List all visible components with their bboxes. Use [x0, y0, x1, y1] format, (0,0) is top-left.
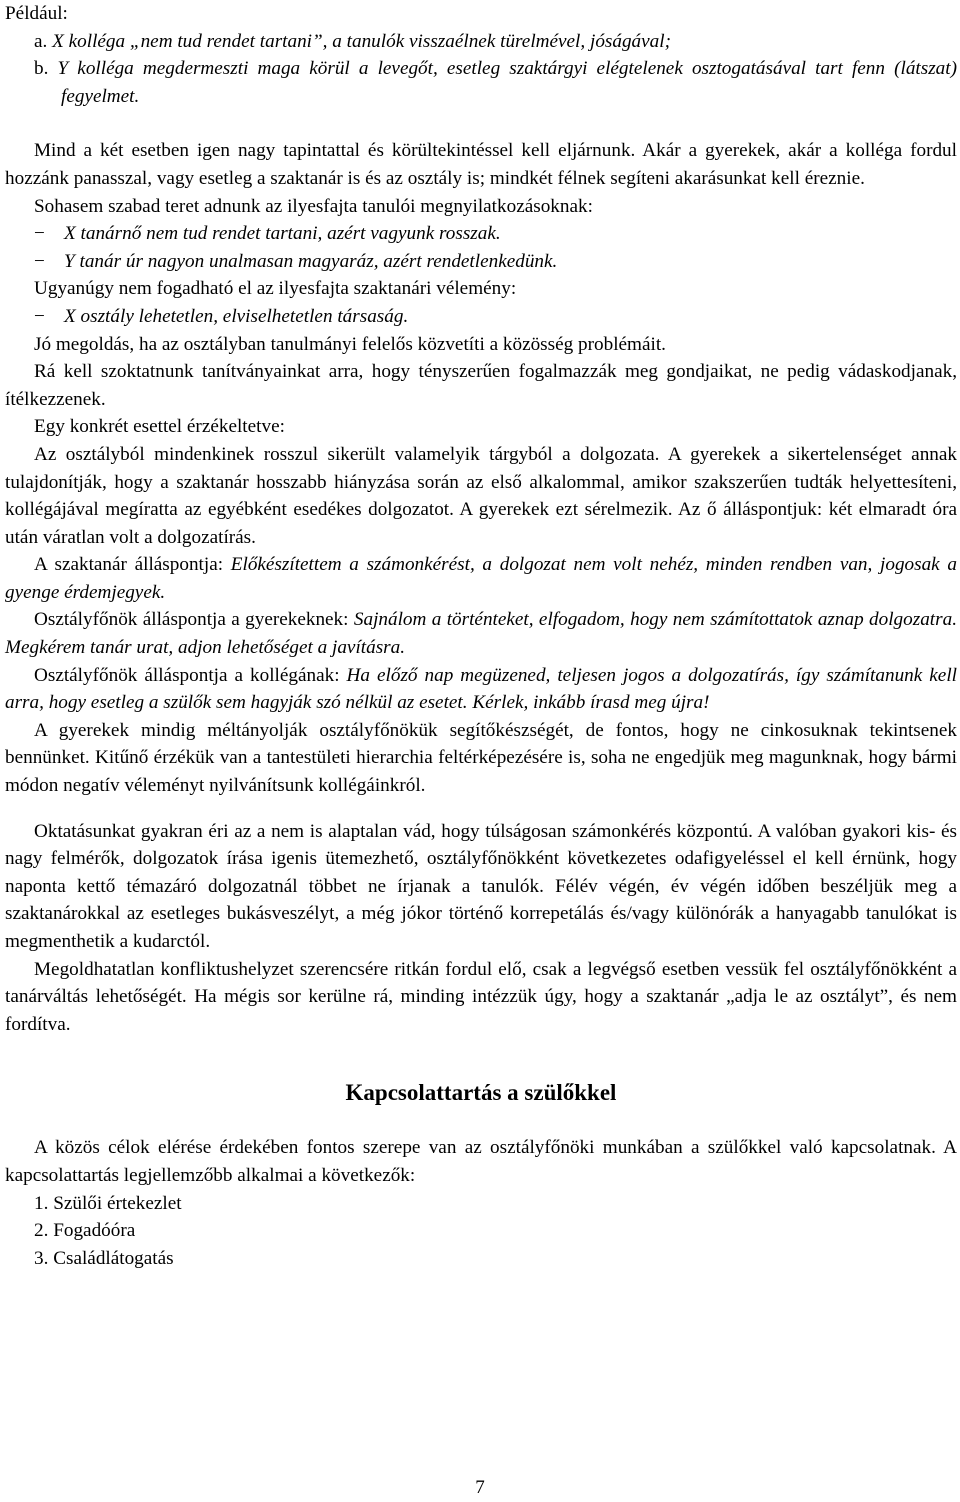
paragraph-12: Oktatásunkat gyakran éri az a nem is alaptalan vád, hogy túlságosan számonkérés központú. A valóban gyakori kis- és nagy felmérők, dolgozatok írása igenis ütemezhető, osztályfőnökként következetes odafigyeléssel el kell érnünk, hogy naponta kettő témazáró dolgozatnál többet ne írjanak a tanulók. Félév végén, év végén időben beszéljük meg a szaktanárokkal az esetleges bukásveszélyt, a még jókor történő korrepetálás és/vagy különórák a hanyagabb tanulókat is megmenthetik a kudarctól.	[5, 820, 957, 952]
intro-line: Például:	[5, 3, 68, 24]
example-b: b. Y kolléga megdermeszti maga körül a levegőt, esetleg szaktárgyi elégtelenek osztogatásával tart fenn (látszat) fegyelmet.	[34, 58, 957, 107]
paragraph-10: Osztályfőnök álláspontja a kollégának: Ha előző nap megüzened, teljesen jogos a dolgozatírás, így számítanunk kell arra, hogy esetleg a szülők sem hagyják szó nélkül az esetet. Kérlek, inkább írasd meg újra!	[5, 664, 957, 714]
section-heading: Kapcsolattartás a szülőkkel	[345, 1080, 617, 1106]
paragraph-8: A szaktanár álláspontja: Előkészítettem a számonkérést, a dolgozat nem volt nehéz, minden rendben van, jogosak a gyenge érdemjegyek.	[5, 554, 957, 603]
teacher-quote-1: − X osztály lehetetlen, elviselhetetlen társaság.	[34, 305, 409, 327]
paragraph-1: Mind a két esetben igen nagy tapintattal és körültekintéssel kell eljárnunk. Akár a gyerekek, akár a kolléga fordul hozzánk panasszal, vagy esetleg a szaktanár is és az osztály is; mindkét félnek segíteni akarásunkat kell éreznie.	[5, 140, 957, 189]
paragraph-5: Rá kell szoktatnunk tanítványainkat arra, hogy tényszerűen fogalmazzák meg gondjaikat, ne pedig vádaskodjanak, ítélkezzenek.	[5, 361, 957, 410]
page-content	[5, 0, 957, 1272]
student-quote-2: − Y tanár úr nagyon unalmasan magyaráz, azért rendetlenkedünk.	[34, 250, 558, 272]
paragraph-9: Osztályfőnök álláspontja a gyerekeknek: Sajnálom a történteket, elfogadom, hogy nem számítottatok aznap dolgozatra. Megkérem tanár urat, adjon lehetőséget a javításra.	[5, 609, 957, 659]
paragraph-7: Az osztályból mindenkinek rosszul sikerült valamelyik tárgyból a dolgozata. A gyerekek a sikertelenséget annak tulajdonítják, hogy a szaktanár hosszabb hiányzása során az első alkalommal, amikor szakszerűen tudták helyettesíteni, kollégájával megíratta az egyébként esedékes dolgozatot. A gyerekek ezt sérelmezik. Az ő álláspontjuk: két elmaradt óra után váratlan volt a dolgozatírás.	[5, 443, 957, 548]
example-a: a. X kolléga „nem tud rendet tartani”, a tanulók visszaélnek türelmével, jóságával;	[34, 30, 671, 52]
paragraph-3: Ugyanúgy nem fogadható el az ilyesfajta szaktanári vélemény:	[34, 278, 517, 300]
paragraph-11: A gyerekek mindig méltányolják osztályfőnökük segítőkészségét, de fontos, hogy ne cinkosuknak tekintsenek bennünket. Kitűnő érzékük van a tantestületi hierarchia feltérképezésére is, soha ne engedjük meg magunknak, hogy bármi módon negatív véleményt nyilvánítsunk kollégáinkról.	[5, 719, 957, 797]
paragraph-14: A közös célok elérése érdekében fontos szerepe van az osztályfőnöki munkában a szülőkkel való kapcsolatnak. A kapcsolattartás legjellemzőbb alkalmai a következők:	[5, 1137, 957, 1186]
paragraph-13: Megoldhatatlan konfliktushelyzet szerencsére ritkán fordul elő, csak a legvégső esetben vessük fel osztályfőnökként a tanárváltás lehetőségét. Ha mégis sor kerülne rá, minding intézzük úgy, hogy a szaktanár „adja le az osztályt”, és nem fordítva.	[5, 958, 957, 1035]
page-number: 7	[475, 1477, 485, 1498]
paragraph-2: Sohasem szabad teret adnunk az ilyesfajta tanulói megnyilatkozásoknak:	[34, 195, 593, 217]
paragraph-6: Egy konkrét esettel érzékeltetve:	[34, 416, 285, 438]
list-item-2: 2. Fogadóóra	[34, 1220, 136, 1242]
list-item-3: 3. Családlátogatás	[34, 1247, 174, 1269]
student-quote-1: − X tanárnő nem tud rendet tartani, azért vagyunk rosszak.	[34, 223, 501, 245]
paragraph-4: Jó megoldás, ha az osztályban tanulmányi felelős közvetíti a közösség problémáit.	[34, 333, 666, 355]
list-item-1: 1. Szülői értekezlet	[34, 1192, 182, 1214]
